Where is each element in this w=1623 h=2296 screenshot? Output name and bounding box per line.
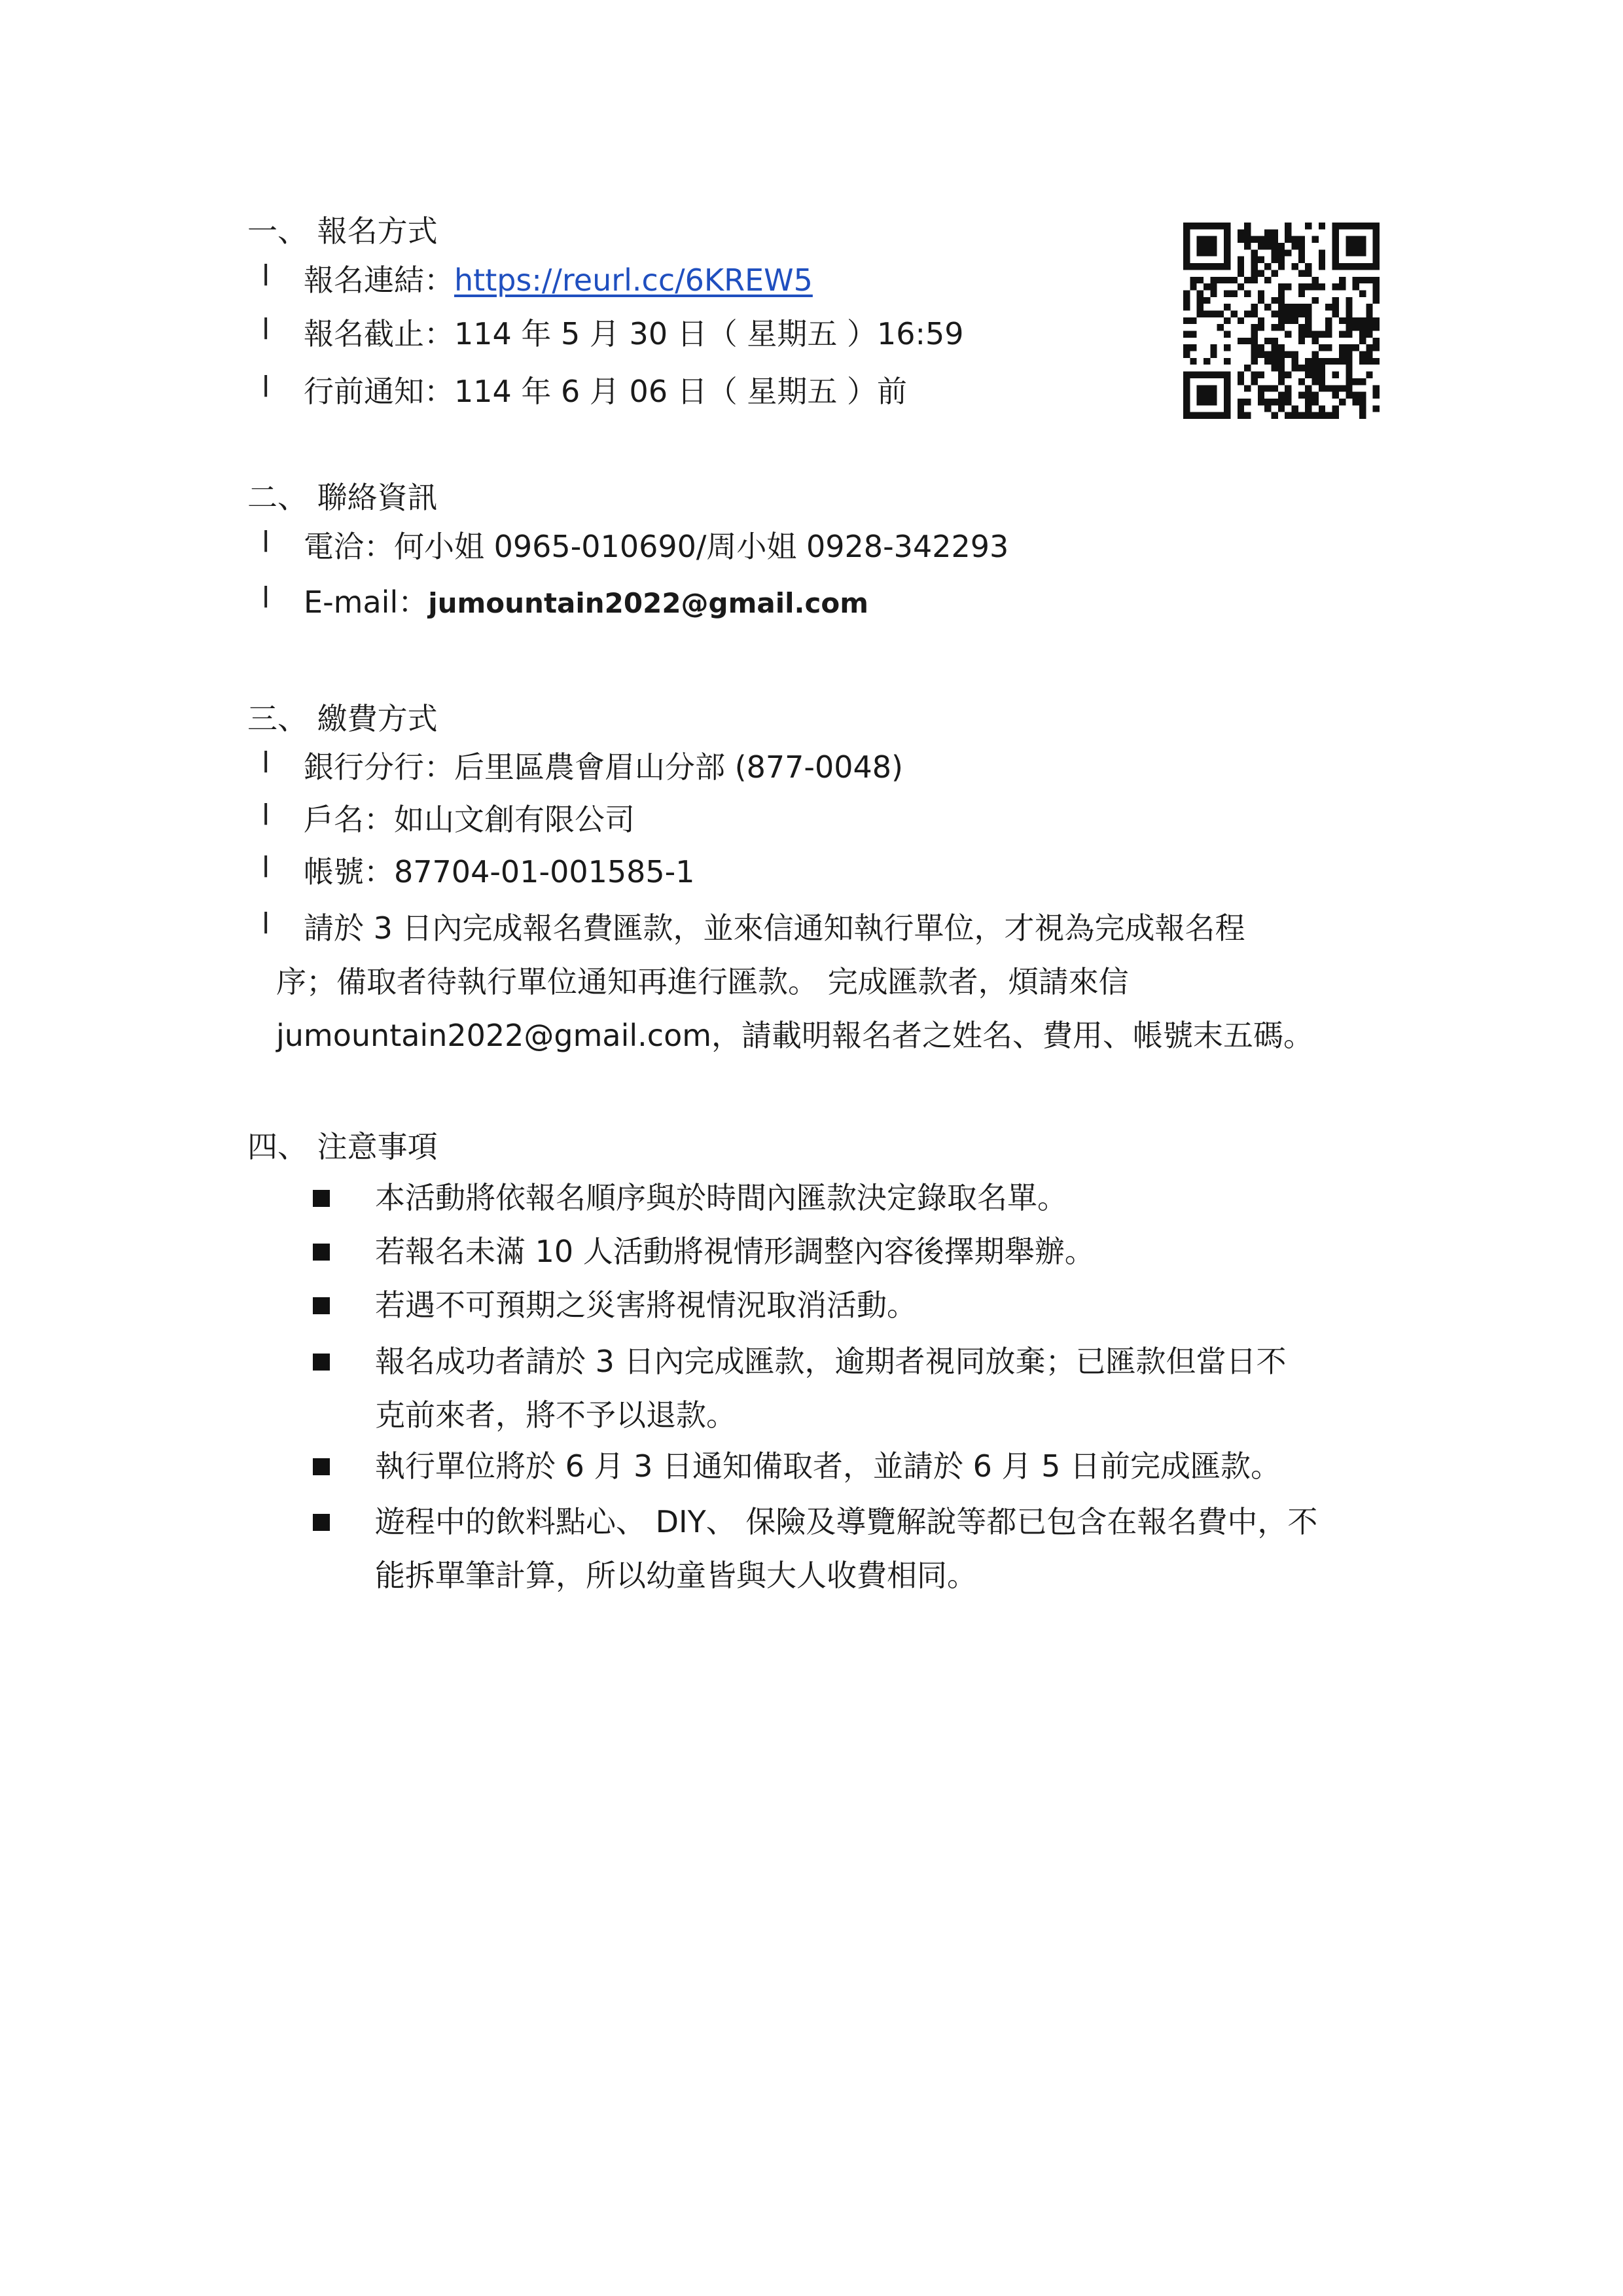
section-title-payment: 三、 繳費方式 bbox=[247, 701, 438, 736]
bullet-square-icon bbox=[313, 1297, 330, 1314]
email-value[interactable]: jumountain2022@gmail.com bbox=[428, 587, 868, 619]
bank-branch-value: 后里區農會眉山分部 (877-0048) bbox=[454, 749, 903, 785]
notes-bullet-line: 若報名未滿 10 人活動將視情形調整內容後擇期舉辦。 bbox=[375, 1234, 1095, 1269]
registration-link-label: 報名連結： bbox=[304, 262, 454, 298]
registration-link[interactable]: https://reurl.cc/6KREW5 bbox=[454, 262, 813, 298]
phone-value: 何小姐 0965-010690/周小姐 0928-342293 bbox=[394, 529, 1009, 564]
bullet-square-icon bbox=[313, 1514, 330, 1531]
notes-bullet-line: 若遇不可預期之災害將視情況取消活動。 bbox=[375, 1287, 917, 1323]
deadline-label: 報名截止： bbox=[304, 316, 454, 351]
notes-bullet-line: 本活動將依報名順序與於時間內匯款決定錄取名單。 bbox=[375, 1180, 1067, 1215]
payment-note-line-3: jumountain2022@gmail.com，請載明報名者之姓名、費用、帳號末五碼。 bbox=[276, 1018, 1314, 1053]
notes-bullet-line: 執行單位將於 6 月 3 日通知備取者，並請於 6 月 5 日前完成匯款。 bbox=[375, 1448, 1281, 1484]
account-name-value: 如山文創有限公司 bbox=[394, 802, 635, 837]
document-page: 一、 報名方式 l 報名連結：https://reurl.cc/6KREW5 l 報名截止：114 年 5 月 30 日（ 星期五 ）16:59 l 行前通知：114 年 6 月 06 日（ 星期五 ）前 二、 聯絡資訊 l 電洽：何小姐 0965-010690/周小姐 0928-342293 l E-mail：jumountain2022@gmail.com 三、 繳費方式 l 銀行分行：后里區農會眉山分部 (877-0048) l 戶名：如山文創有限公司 l 帳號：87704-01-001585-1 l 請於 3 日內完成報名費匯款，並來信通知執行單位，才視為完成報名程 序；備取者待執行單位通知再進行匯款。 完成匯款者，煩請來信 jumountain2022@gmail.com，請載明報名者之姓名、費用、帳號末五碼。 四、 注意事項 本活動將依報名順序與於時間內匯款決定錄取名單。 若報名未滿 10 人活動將視情形調整內容後擇期舉辦。 若遇不可預期之災害將視情況取消活動。 報名成功者請於 3 日內完成匯款，逾期者視同放棄；已匯款但當日不 克前來者，將不予以退款。 執行單位將於 6 月 3 日通知備取者，並請於 6 月 5 日前完成匯款。 遊程中的飲料點心、 DIY、 保險及導覽解說等都已包含在報名費中，不 能拆單筆計算，所以幼童皆與大人收費相同。 bbox=[0, 0, 1623, 2296]
payment-note-line-2: 序；備取者待執行單位通知再進行匯款。 完成匯款者，煩請來信 bbox=[276, 964, 1129, 999]
section-title-notes: 四、 注意事項 bbox=[247, 1129, 438, 1164]
email-label: E-mail： bbox=[304, 584, 429, 620]
notes-bullet-line: 克前來者，將不予以退款。 bbox=[375, 1397, 736, 1433]
section-title-contact: 二、 聯絡資訊 bbox=[247, 480, 438, 515]
notes-bullet-line: 遊程中的飲料點心、 DIY、 保險及導覽解說等都已包含在報名費中，不 bbox=[375, 1504, 1318, 1539]
pretrip-notice-value: 114 年 6 月 06 日（ 星期五 ）前 bbox=[454, 374, 907, 409]
notes-bullet-line: 報名成功者請於 3 日內完成匯款，逾期者視同放棄；已匯款但當日不 bbox=[375, 1344, 1287, 1379]
section-title-registration: 一、 報名方式 bbox=[247, 213, 438, 249]
account-name-label: 戶名： bbox=[304, 802, 394, 837]
account-number-value: 87704-01-001585-1 bbox=[394, 854, 695, 889]
account-number-label: 帳號： bbox=[304, 854, 394, 889]
phone-label: 電洽： bbox=[304, 529, 394, 564]
bullet-square-icon bbox=[313, 1458, 330, 1475]
bullet-square-icon bbox=[313, 1354, 330, 1371]
deadline-value: 114 年 5 月 30 日（ 星期五 ）16:59 bbox=[454, 316, 964, 351]
bullet-square-icon bbox=[313, 1244, 330, 1261]
notes-bullet-line: 能拆單筆計算，所以幼童皆與大人收費相同。 bbox=[375, 1558, 977, 1593]
payment-note-line-1: 請於 3 日內完成報名費匯款，並來信通知執行單位，才視為完成報名程 bbox=[304, 910, 1245, 946]
bank-branch-label: 銀行分行： bbox=[304, 749, 454, 785]
pretrip-notice-label: 行前通知： bbox=[304, 374, 454, 409]
bullet-square-icon bbox=[313, 1190, 330, 1207]
qr-code-icon[interactable] bbox=[1183, 223, 1380, 419]
